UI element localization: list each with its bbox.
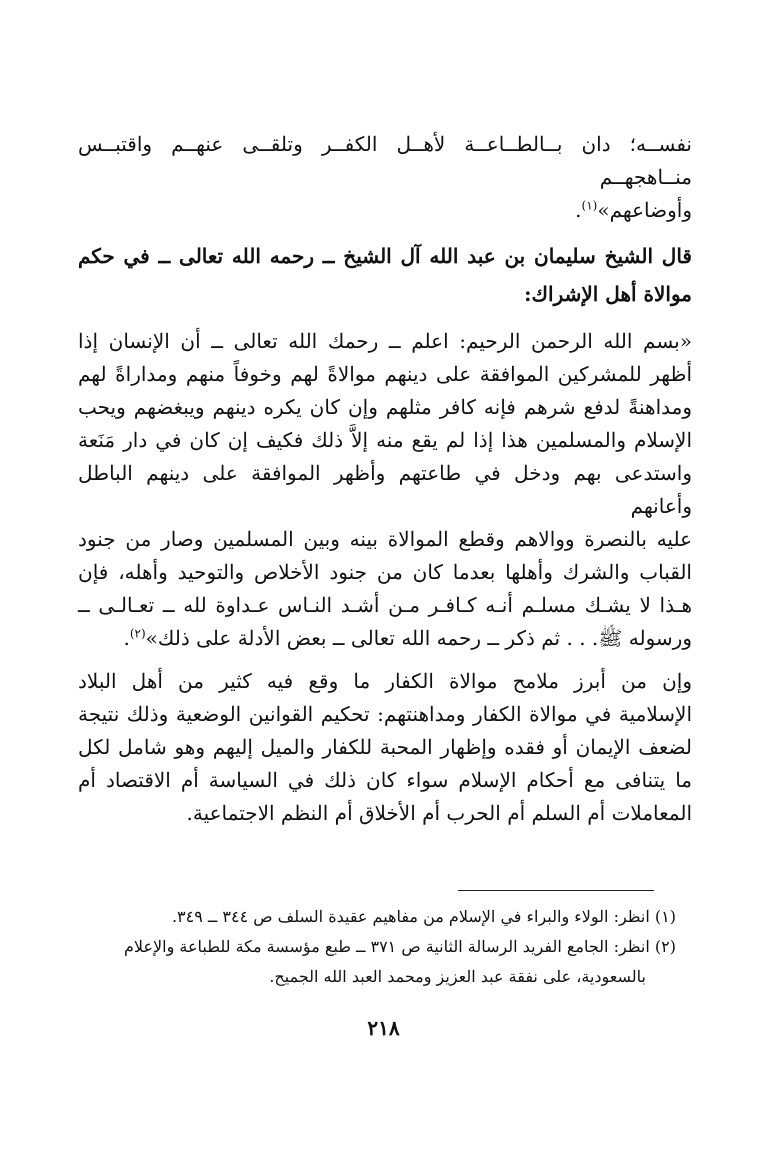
heading-line: موالاة أهل الإشراك: xyxy=(524,282,692,306)
text-segment: وأوضاعهم» xyxy=(597,198,692,222)
punctuation: . xyxy=(575,198,582,222)
footnote-text-continued: بالسعودية، على نفقة عبد العزيز ومحمد العبد الله الجميح. xyxy=(269,967,646,986)
text-line xyxy=(78,194,692,227)
text-line: نفســه؛ دان بــالطــاعــة لأهــل الكفــر وتلقــى عنهــم واقتبــس منــاهجهــم xyxy=(78,132,692,189)
paragraph-continuation xyxy=(78,128,692,227)
quotation-paragraph xyxy=(78,325,692,655)
footnote-2 xyxy=(80,932,676,992)
text-line: «بسم الله الرحمن الرحيم: اعلم ــ رحمك الله تعالى ــ أن الإنسان إذا xyxy=(78,329,692,353)
text-line: الإسلامية في موالاة الكفار ومداهنتهم: تحكيم القوانين الوضعية وذلك نتيجة xyxy=(78,702,692,726)
footnote-1 xyxy=(80,902,676,932)
footnote-ref: (١) xyxy=(581,198,598,213)
text-line: أظهر للمشركين الموافقة على دينهم موالاةً لهم وخوفاً منهم ومداراةً لهم xyxy=(78,362,692,386)
text-line: لضعف الإيمان أو فقده وإظهار المحبة للكفار والميل إليهم وهو شامل لكل xyxy=(78,735,692,759)
text-line: هـذا لا يشـك مسلـم أنـه كـافـر مـن أشـد النـاس عـداوة لله ــ تعـالـى ــ xyxy=(78,593,692,617)
section-heading xyxy=(78,237,692,313)
footnote-text: (١) انظر: الولاء والبراء في الإسلام من مفاهيم عقيدة السلف ص ٣٤٤ ــ ٣٤٩. xyxy=(171,907,676,926)
page-body xyxy=(78,128,692,830)
text-line: القباب والشرك وأهلها بعدما كان من جنود الأخلاص والتوحيد وأهله، فإن xyxy=(78,560,692,584)
heading-line: قال الشيخ سليمان بن عبد الله آل الشيخ ــ رحمه الله تعالى ــ في حكم xyxy=(78,244,692,268)
footnote-ref: (٢) xyxy=(129,626,146,641)
body-paragraph xyxy=(78,665,692,830)
text-segment: ورسوله ﷺ. . . ثم ذكر ــ رحمه الله تعالى ــ بعض الأدلة على ذلك» xyxy=(145,626,692,650)
footnotes xyxy=(80,902,676,992)
text-line: وإن من أبرز ملامح موالاة الكفار ما وقع فيه كثير من أهل البلاد xyxy=(78,669,692,693)
footnote-text: (٢) انظر: الجامع الفريد الرسالة الثانية ص ٣٧١ ــ طبع مؤسسة مكة للطباعة والإعلام xyxy=(124,937,676,956)
page-number: ٢١٨ xyxy=(367,1016,400,1040)
text-line: واستدعى بهم ودخل في طاعتهم وأظهر الموافقة على دينهم الباطل وأعانهم xyxy=(78,461,692,518)
text-line: ومداهنةً لدفع شرهم فإنه كافر مثلهم وإن كان يكره دينهم ويبغضهم ويحب xyxy=(78,395,692,419)
text-line: عليه بالنصرة ووالاهم وقطع الموالاة بينه وبين المسلمين وصار من جنود xyxy=(78,527,692,551)
text-line: ما يتنافى مع أحكام الإسلام سواء كان ذلك في السياسة أم الاقتصاد أم xyxy=(78,768,692,792)
footnote-divider xyxy=(458,890,654,891)
punctuation: . xyxy=(123,626,130,650)
text-line xyxy=(78,622,692,655)
text-line: المعاملات أم السلم أم الحرب أم الأخلاق أم النظم الاجتماعية. xyxy=(186,801,692,825)
text-line: الإسلام والمسلمين هذا إذا لم يقع منه إلاَّ ذلك فكيف إن كان في دار مَنَعة xyxy=(78,428,692,452)
